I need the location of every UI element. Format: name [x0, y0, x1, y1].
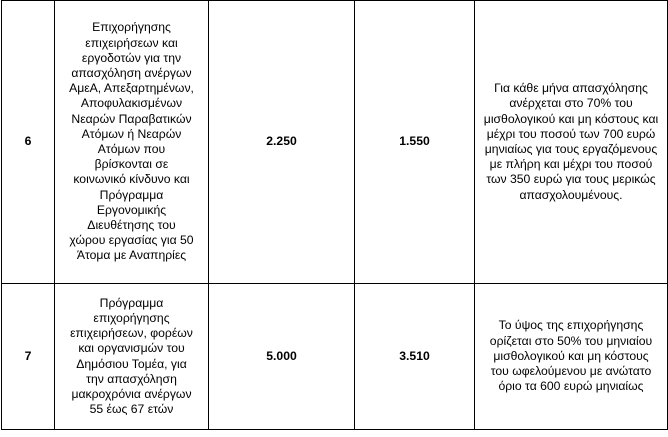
description-line: 55 έως 67 ετών: [89, 402, 174, 417]
program-description: [55, 1, 209, 284]
note-line: απασχολουμένους.: [519, 187, 623, 202]
note-line: όριο τα 600 ευρώ μηνιαίως: [498, 379, 644, 394]
description-line: χώρου εργασίας για 50: [69, 233, 194, 248]
description-line: και οργανισμών του: [78, 341, 185, 356]
description-line: επιχειρήσεων, φορέων: [70, 326, 193, 341]
description-line: Διευθέτησης του: [87, 218, 176, 233]
value-column-1: 5.000: [209, 284, 355, 430]
note-line: μισθολογικού και μη κόστους και: [483, 111, 659, 126]
note-line: ορίζεται στο 50% του μηνιαίου: [489, 333, 653, 348]
note-line: Για κάθε μήνα απασχόλησης: [494, 81, 648, 96]
description-line: Ατόμων ή Νεαρών: [81, 126, 182, 141]
description-line: Εργονομικής: [96, 202, 167, 217]
description-line: κοινωνικό κίνδυνο και: [73, 172, 190, 187]
description-line: ΑμεΑ, Απεξαρτημένων,: [69, 81, 194, 96]
table-row: [2, 284, 668, 430]
subsidy-note: [475, 284, 668, 430]
note-line: μέχρι του ποσού των 700 ευρώ: [486, 126, 656, 141]
description-line: την απασχόληση: [86, 371, 177, 386]
program-description: [55, 284, 209, 430]
subsidy-note: [475, 1, 668, 284]
note-line: του ωφελούμενου με ανώτατο: [490, 364, 652, 379]
description-line: Άτομα με Αναπηρίες: [76, 248, 187, 263]
description-line: απασχόληση ανέργων: [71, 65, 192, 80]
description-line: Πρόγραμμα: [99, 187, 164, 202]
description-line: Πρόγραμμα: [99, 295, 164, 310]
description-line: Ατόμων που: [97, 142, 166, 156]
note-line: μισθολογικού και μη κόστους: [493, 348, 649, 363]
row-number: 7: [2, 284, 55, 430]
note-line: με πλήρη και μέχρι του ποσού: [489, 157, 653, 172]
note-line: των 350 ευρώ για τους μερικώς: [486, 172, 656, 187]
value-column-2: 3.510: [355, 284, 475, 430]
description-line: μακροχρόνια ανέργων: [71, 386, 192, 401]
value-column-2: 1.550: [355, 1, 475, 284]
description-line: επιχειρήσεων και: [85, 35, 178, 50]
row-number: 6: [2, 1, 55, 284]
description-line: Επιχορήγησης: [92, 20, 171, 35]
note-line: μηνιαίως για τους εργαζόμενους: [484, 142, 658, 156]
note-line: ανέρχεται στο 70% του: [509, 96, 633, 111]
description-line: εργοδοτών για την: [81, 50, 182, 65]
description-line: βρίσκονται σε: [94, 157, 169, 172]
note-line: Το ύψος της επιχορήγησης: [498, 318, 644, 333]
description-line: Δημόσιου Τομέα, για: [76, 356, 187, 371]
description-line: Νεαρών Παραβατικών: [71, 111, 192, 126]
table-row: [2, 1, 668, 284]
value-column-1: 2.250: [209, 1, 355, 284]
description-line: Αποφυλακισμένων: [80, 96, 183, 111]
programs-table: [1, 0, 668, 430]
description-line: επιχορήγησης: [93, 310, 170, 325]
